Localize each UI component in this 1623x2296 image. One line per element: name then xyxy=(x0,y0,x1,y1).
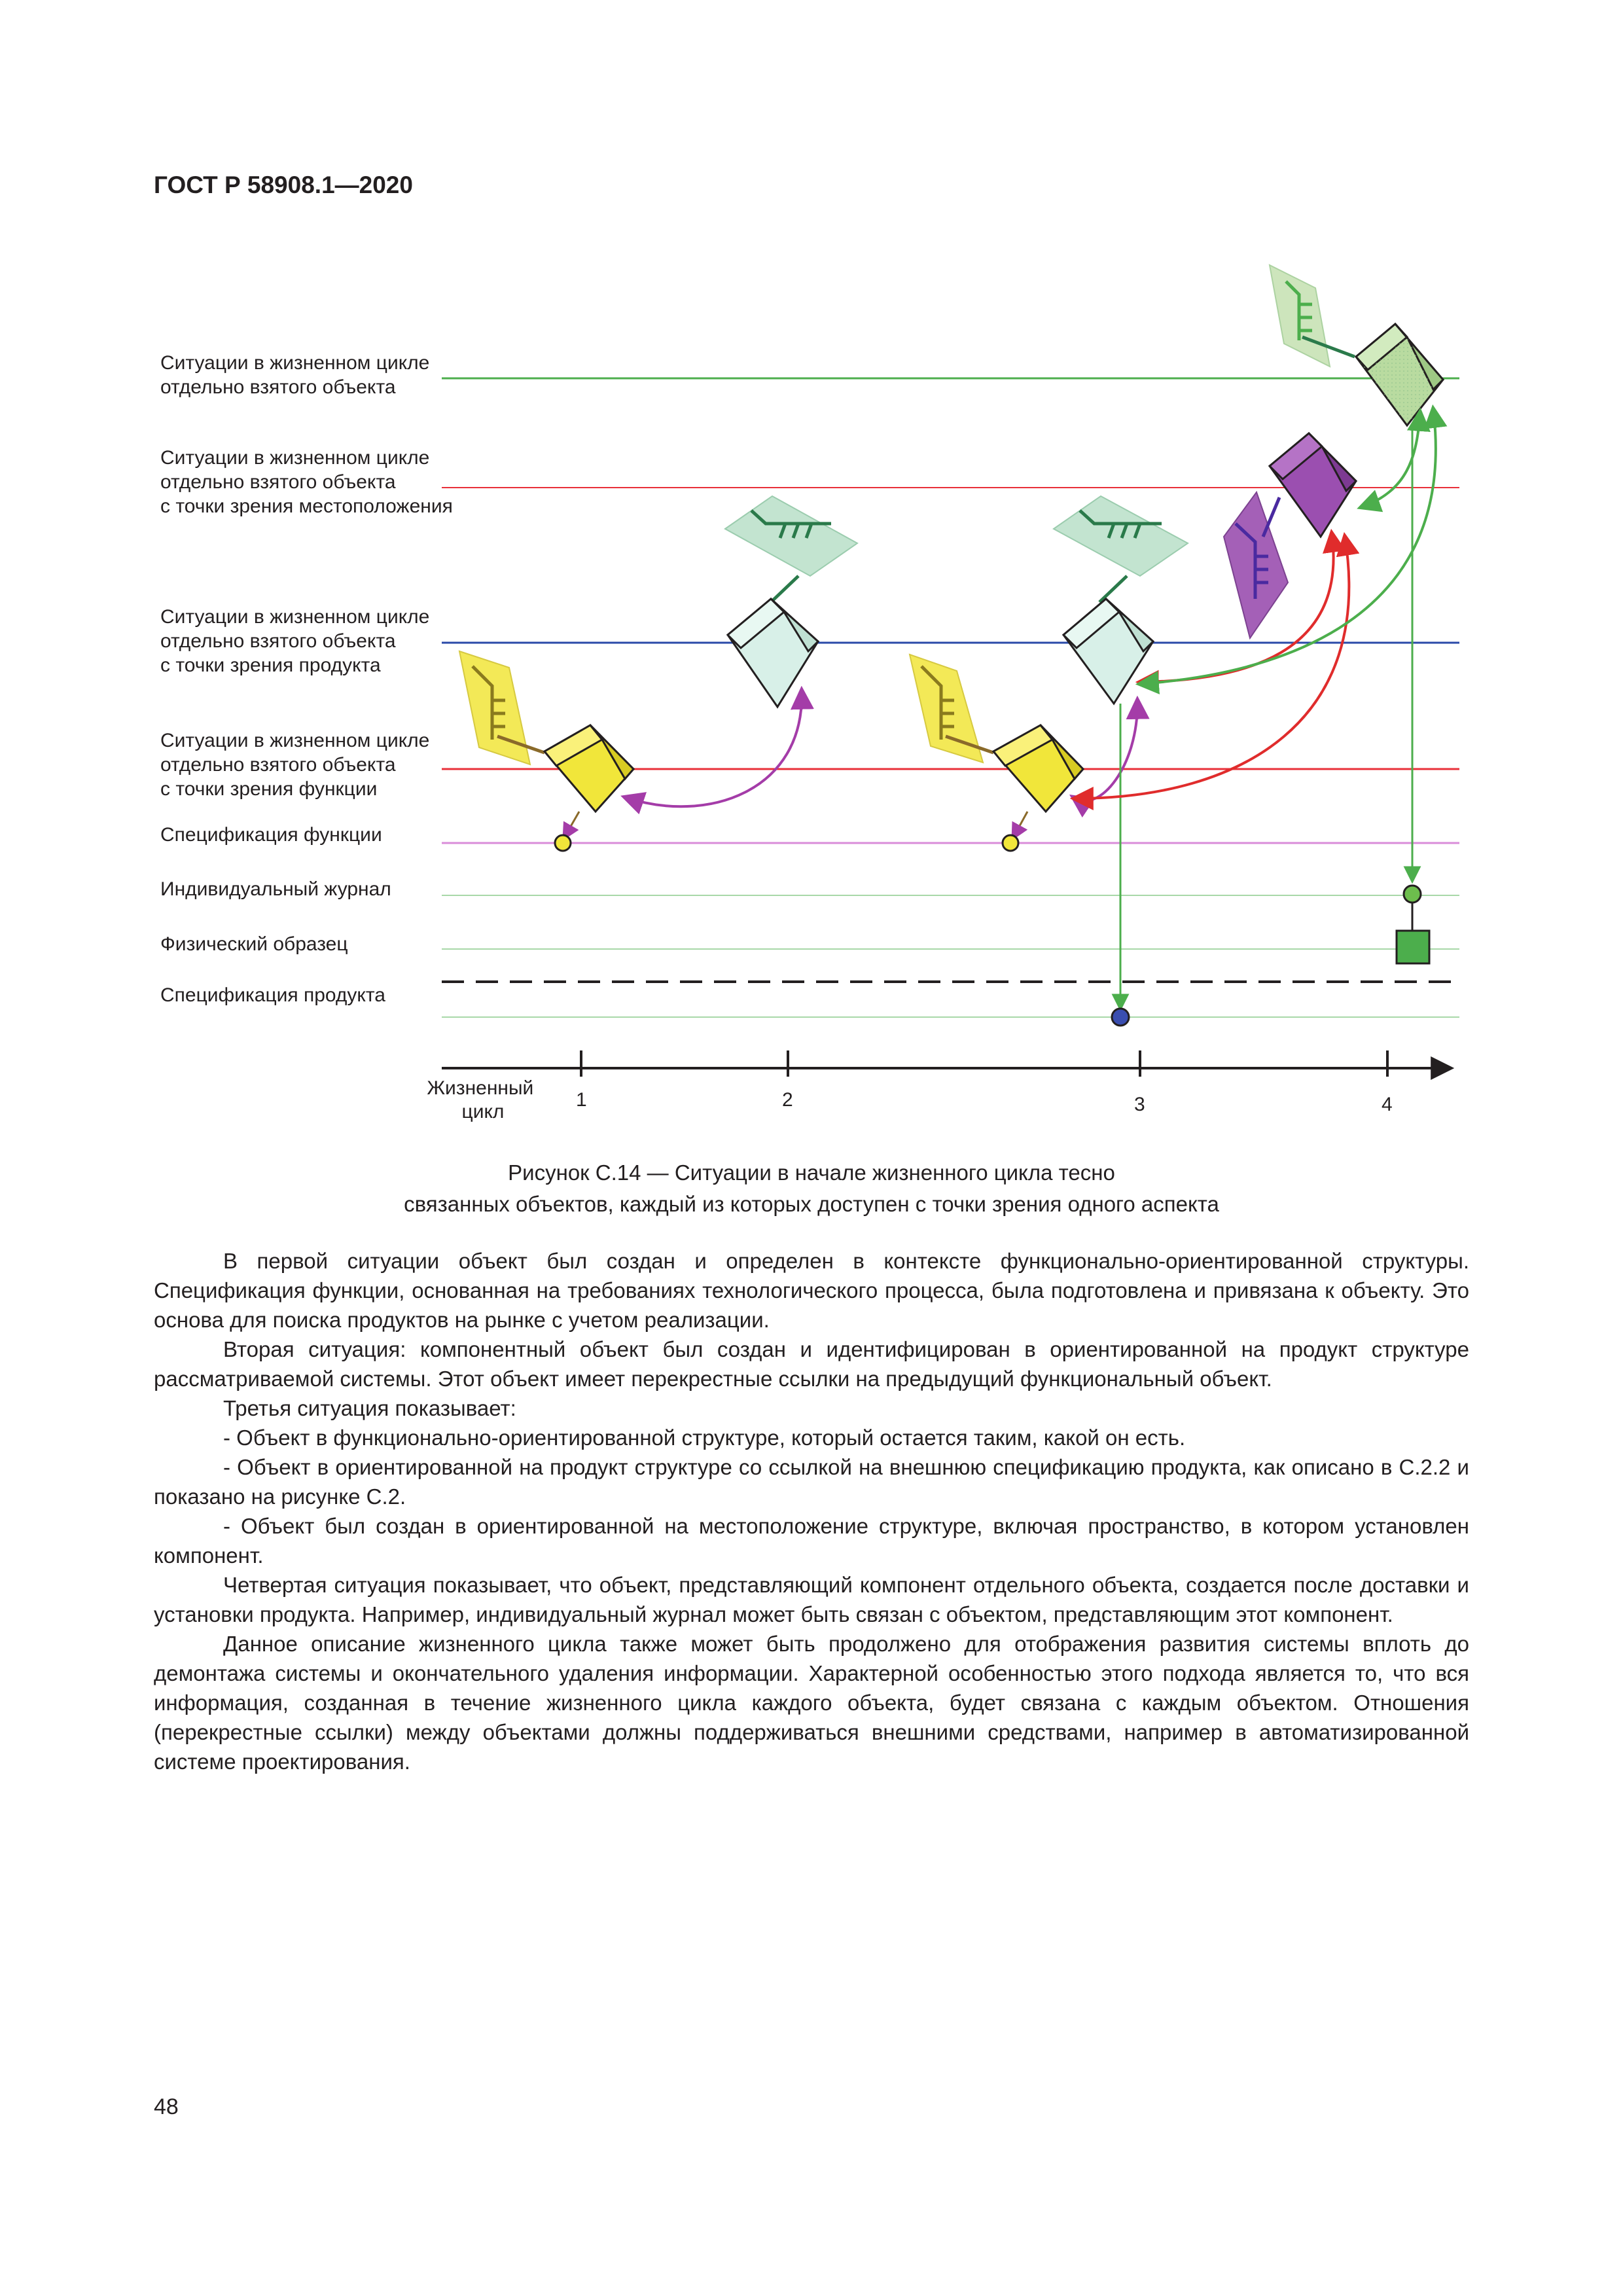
spec-link-arrow xyxy=(564,812,579,838)
cross-reference-arrow xyxy=(1073,700,1137,801)
function-spec-node xyxy=(1003,835,1018,851)
tick-label: 3 xyxy=(1134,1094,1145,1115)
label-line: отдельно взятого объекта xyxy=(160,376,396,398)
body-text xyxy=(154,1246,1469,1776)
location-object-cube xyxy=(1270,433,1356,537)
row-label-journal: Индивидуальный журнал xyxy=(160,878,391,900)
list-item: - Объект в функционально-ориентированной структуре, который остается таким, какой он есть. xyxy=(223,1426,1186,1450)
label-line: с точки зрения местоположения xyxy=(160,495,453,517)
row-label-sample: Физический образец xyxy=(160,933,348,955)
spec-connector xyxy=(771,576,798,602)
paragraph: Данное описание жизненного цикла также может быть продолжено для отображения развития системы вплоть до демонтажа системы и окончательного удаления информации. Характерной особенностью этого подхода является то, что вся информация, созданная в течение жизненного цикла каждого объекта, будет связана с каждым объектом. Отношения (перекрестные ссылки) между объектами должны поддерживаться внешними средствами, например в автоматизированной системе проектирования. xyxy=(154,1632,1469,1774)
object-spec-card xyxy=(1270,265,1330,367)
location-spec-card xyxy=(1224,492,1288,638)
axis-label xyxy=(427,1077,539,1122)
function-spec-card xyxy=(459,651,530,764)
row-label-location xyxy=(160,447,453,517)
paragraph: Четвертая ситуация показывает, что объект, представляющий компонент отдельного объекта, создается после доставки и установки продукта. Например, индивидуальный журнал может быть связан с объектом, представляющим этот компонент. xyxy=(154,1573,1469,1626)
label-line: отдельно взятого объекта xyxy=(160,630,396,652)
row-label-function-spec: Спецификация функции xyxy=(160,824,382,846)
journal-node xyxy=(1404,886,1421,903)
caption-line: Рисунок С.14 — Ситуации в начале жизненного цикла тесно xyxy=(508,1160,1115,1185)
label-line: с точки зрения продукта xyxy=(160,655,381,676)
list-item: - Объект в ориентированной на продукт структуре со ссылкой на внешнюю спецификацию продукта, как описано в С.2.2 и показано на рисунке С.2. xyxy=(154,1455,1469,1509)
label-line: с точки зрения функции xyxy=(160,778,378,800)
label-line: отдельно взятого объекта xyxy=(160,471,396,493)
tick-label: 1 xyxy=(576,1089,587,1111)
product-spec-node xyxy=(1112,1009,1129,1026)
cross-reference-arrow xyxy=(625,691,802,806)
spec-connector xyxy=(1099,576,1127,602)
label-line: Ситуации в жизненном цикле xyxy=(160,352,430,374)
product-object-cube xyxy=(1063,599,1153,704)
row-label-product xyxy=(160,606,435,676)
label-line: Ситуации в жизненном цикле xyxy=(160,447,430,469)
label-line: Ситуации в жизненном цикле xyxy=(160,606,430,628)
axis-label-line: Жизненный xyxy=(427,1077,534,1099)
document-header: ГОСТ Р 58908.1—2020 xyxy=(154,171,413,198)
spec-link-arrow xyxy=(1013,812,1027,838)
figure-caption xyxy=(196,1157,1427,1220)
caption-line: связанных объектов, каждый из которых доступен с точки зрения одного аспекта xyxy=(404,1192,1219,1216)
label-line: Ситуации в жизненном цикле xyxy=(160,730,430,751)
tick-label: 4 xyxy=(1382,1094,1393,1115)
product-object-cube xyxy=(728,599,818,707)
label-line: отдельно взятого объекта xyxy=(160,754,396,776)
paragraph: Третья ситуация показывает: xyxy=(223,1396,516,1420)
function-object-cube xyxy=(544,725,633,812)
function-spec-node xyxy=(555,835,571,851)
physical-sample-node xyxy=(1397,931,1429,963)
list-item: - Объект был создан в ориентированной на местоположение структуре, включая пространство, в котором установлен компонент. xyxy=(154,1514,1469,1568)
product-spec-card xyxy=(1054,496,1188,576)
individual-object-cube xyxy=(1356,324,1443,425)
page-number: 48 xyxy=(154,2094,179,2119)
row-label-product-spec: Спецификация продукта xyxy=(160,984,385,1006)
paragraph: Вторая ситуация: компонентный объект был создан и идентифицирован в ориентированной на продукт структуре рассматриваемой системы. Этот объект имеет перекрестные ссылки на предыдущий функциональный объект. xyxy=(154,1337,1469,1391)
row-label-function xyxy=(160,730,435,800)
axis-label-line: цикл xyxy=(461,1101,505,1122)
row-label-object xyxy=(160,352,435,398)
tick-label: 2 xyxy=(782,1089,793,1111)
product-spec-card xyxy=(725,496,857,576)
paragraph: В первой ситуации объект был создан и определен в контексте функционально-ориентированной структуры. Спецификация функции, основанная на требованиях технологического процесса, была подготовлена и привязана к объекту. Это основа для поиска продуктов на рынке с учетом реализации. xyxy=(154,1249,1469,1332)
